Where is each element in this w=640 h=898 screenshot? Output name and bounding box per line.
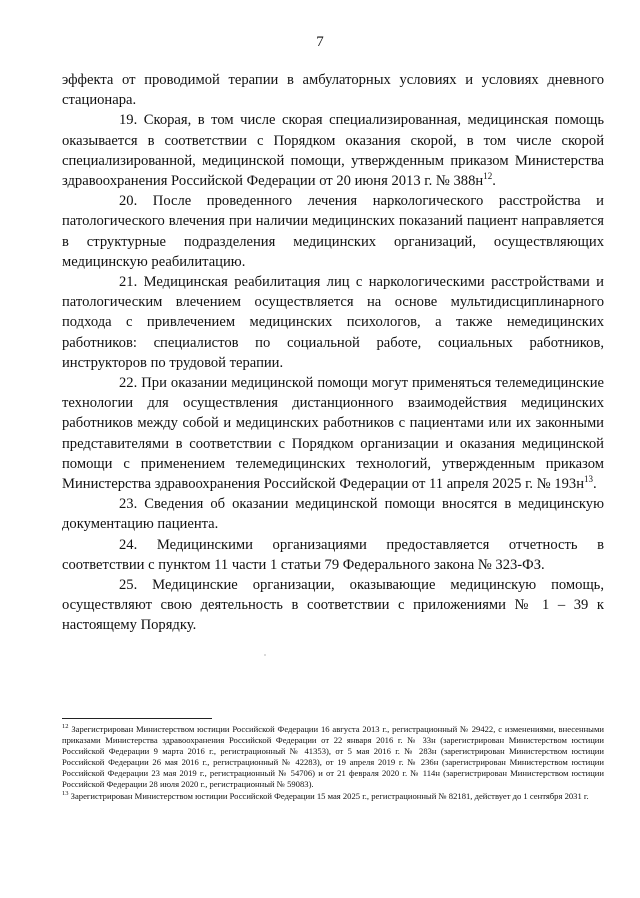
document-body (62, 70, 604, 636)
paragraph-continued: эффекта от проводимой терапии в амбулаторных условиях и условиях дневного стационара. (62, 72, 604, 109)
footnote-12 (62, 724, 604, 791)
paragraph-23: 23. Сведения об оказании медицинской помощи вносятся в медицинскую документацию пациента. (62, 496, 604, 533)
footnote-13-mark: 13 (62, 789, 69, 797)
paragraph-22-end: . (593, 476, 597, 493)
paragraph-22-text: 22. При оказании медицинской помощи могут применяться телемедицинские технологии для осуществления дистанционного взаимодействия медицинских работников между собой и медицинских работников с пациентами или их законными представителями в соответствии с Порядком организации и оказания медицинской помощи с применением телемедицинских технологий, утвержденным приказом Министерства здравоохранения Российской Федерации от 11 апреля 2025 г. № 193н (62, 375, 604, 493)
footnote-13 (62, 791, 604, 802)
footnote-13-text: Зарегистрирован Министерством юстиции Российской Федерации 15 мая 2025 г., регистрационный № 82181, действует до 1 сентября 2031 г. (68, 790, 589, 801)
paragraph-19 (62, 110, 604, 191)
footnote-divider (62, 718, 212, 719)
paragraph-25: 25. Медицинские организации, оказывающие медицинскую помощь, осуществляют свою деятельность в соответствии с приложениями № 1 – 39 к настоящему Порядку. (62, 577, 604, 634)
paragraph-24: 24. Медицинскими организациями предоставляется отчетность в соответствии с пунктом 11 части 1 статьи 79 Федерального закона № 323-ФЗ. (62, 536, 604, 573)
paragraph-22 (62, 373, 604, 494)
footnote-12-text: Зарегистрирован Министерством юстиции Российской Федерации 16 августа 2013 г., регистрационный № 29422, с изменениями, внесенными приказами Министерства здравоохранения Российской Федерации от 22 января 2016 г. № 33н (зарегистрирован Министерством юстиции Российской Федерации 9 марта 2016 г., регистрационный № 41353), от 5 мая 2016 г. № 283н (зарегистрирован Министерством юстиции Российской Федерации 26 мая 2016 г., регистрационный № 42283), от 19 апреля 2019 г. № 236н (зарегистрирован Министерством юстиции Российской Федерации 23 мая 2019 г., регистрационный № 54706) и от 21 февраля 2020 г. № 114н (зарегистрирован Министерством юстиции Российской Федерации 28 июля 2020 г., регистрационный № 59083). (62, 724, 604, 790)
scan-speck (264, 654, 266, 656)
footnote-ref-12[interactable]: 12 (483, 171, 493, 182)
footnote-12-mark: 12 (62, 723, 69, 731)
paragraph-19-text: 19. Скорая, в том числе скорая специализированная, медицинская помощь оказывается в соответствии с Порядком оказания скорой, в том числе скорой специализированной, медицинской помощи, утвержденным приказом Министерства здравоохранения Российской Федерации от 20 июня 2013 г. № 388н (62, 112, 604, 190)
page-number: 7 (316, 34, 324, 50)
paragraph-19-end: . (492, 173, 496, 190)
footnotes (62, 724, 604, 802)
paragraph-20: 20. После проведенного лечения наркологического расстройства и патологического влечения при наличии медицинских показаний пациент направляется в структурные подразделения медицинских организаций, осуществляющих медицинскую реабилитацию. (62, 193, 604, 270)
footnote-ref-13[interactable]: 13 (584, 474, 594, 485)
paragraph-21: 21. Медицинская реабилитация лиц с наркологическими расстройствами и патологическим влечением осуществляется на основе мультидисциплинарного подхода с привлечением медицинских психологов, а также немедицинских работников: специалистов по социальной работе, социальных работников, инструкторов по трудовой терапии. (62, 274, 604, 371)
